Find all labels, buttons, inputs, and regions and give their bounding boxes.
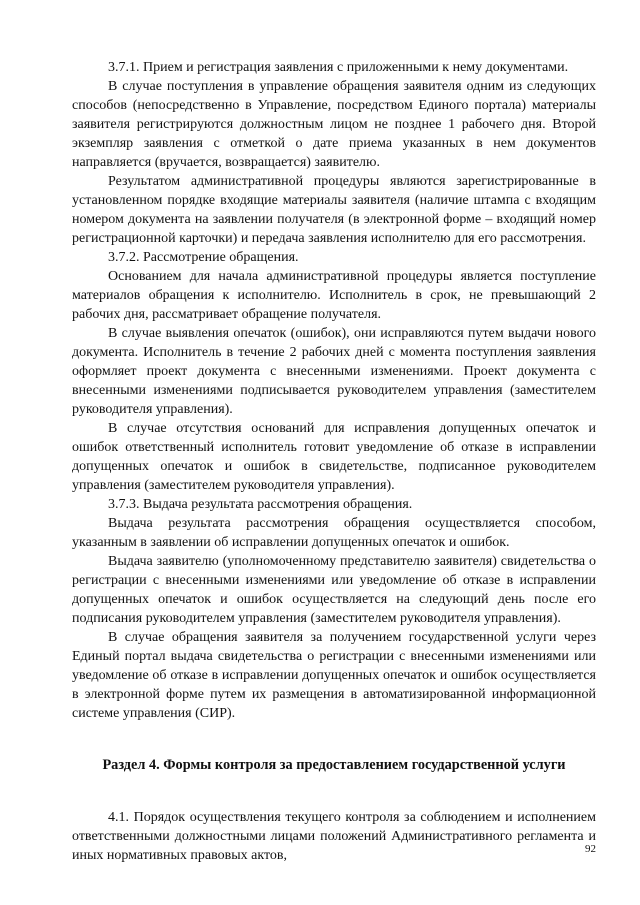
paragraph-registration: В случае поступления в управление обращения заявителя одним из следующих способов (непосредственно в Управление, посредством Единого портала) материалы заявителя регистрируются должностным лицом не позднее 1 рабочего дня. Второй экземпляр заявления с отметкой о дате приема указанных в нем документов направляется (вручается, возвращается) заявителю. (72, 79, 596, 170)
page-number: 92 (585, 843, 596, 855)
section-heading: Раздел 4. Формы контроля за предоставлением государственной услуги (102, 757, 566, 773)
paragraph-certificate-issue: Выдача заявителю (уполномоченному представителю заявителя) свидетельства о регистрации с внесенными изменениями или уведомление об отказе в исправлении допущенных опечаток и ошибок осуществляется на следующий день после его подписания руководителем управления (заместителем руководителя управления). (72, 554, 596, 626)
paragraph-portal-delivery: В случае обращения заявителя за получением государственной услуги через Единый портал выдача свидетельства о регистрации с внесенными изменениями или уведомление об отказе в исправлении допущенных опечаток и ошибок осуществляется в электронной форме путем их размещения в автоматизированной информационной системе управления (СИР). (72, 630, 596, 721)
paragraph-3-7-1: 3.7.1. Прием и регистрация заявления с приложенными к нему документами. (108, 60, 569, 75)
paragraph-4-1: 4.1. Порядок осуществления текущего контроля за соблюдением и исполнением ответственными должностными лицами положений Административного регламента и иных нормативных правовых актов, (72, 810, 596, 863)
paragraph-typo-correction: В случае выявления опечаток (ошибок), они исправляются путем выдачи нового документа. Исполнитель в течение 2 рабочих дней с момента поступления заявления оформляет проект документа с внесенными изменениями. Проект документа с внесенными изменениями подписывается руководителем управления (заместителем руководителя управления). (72, 326, 596, 417)
paragraph-result-delivery: Выдача результата рассмотрения обращения осуществляется способом, указанным в заявлении об исправлении допущенных опечаток и ошибок. (72, 516, 596, 550)
paragraph-grounds: Основанием для начала административной процедуры является поступление материалов обращения к исполнителю. Исполнитель в срок, не превышающий 2 рабочих дня, рассматривает обращение получателя. (72, 269, 596, 322)
paragraph-3-7-3: 3.7.3. Выдача результата рассмотрения обращения. (108, 497, 413, 512)
document-body (72, 58, 596, 865)
paragraph-3-7-2: 3.7.2. Рассмотрение обращения. (108, 250, 299, 265)
paragraph-refusal-notice: В случае отсутствия оснований для исправления допущенных опечаток и ошибок ответственный исполнитель готовит уведомление об отказе в исправлении допущенных опечаток и ошибок в свидетельстве, подписанное руководителем управления (заместителем руководителя управления). (72, 421, 596, 493)
paragraph-procedure-result: Результатом административной процедуры являются зарегистрированные в установленном порядке входящие материалы заявителя (наличие штампа с входящим номером документа на заявлении получателя (в электронной форме – входящий номер регистрационной карточки) и передача заявления исполнителю для его рассмотрения. (72, 174, 596, 246)
